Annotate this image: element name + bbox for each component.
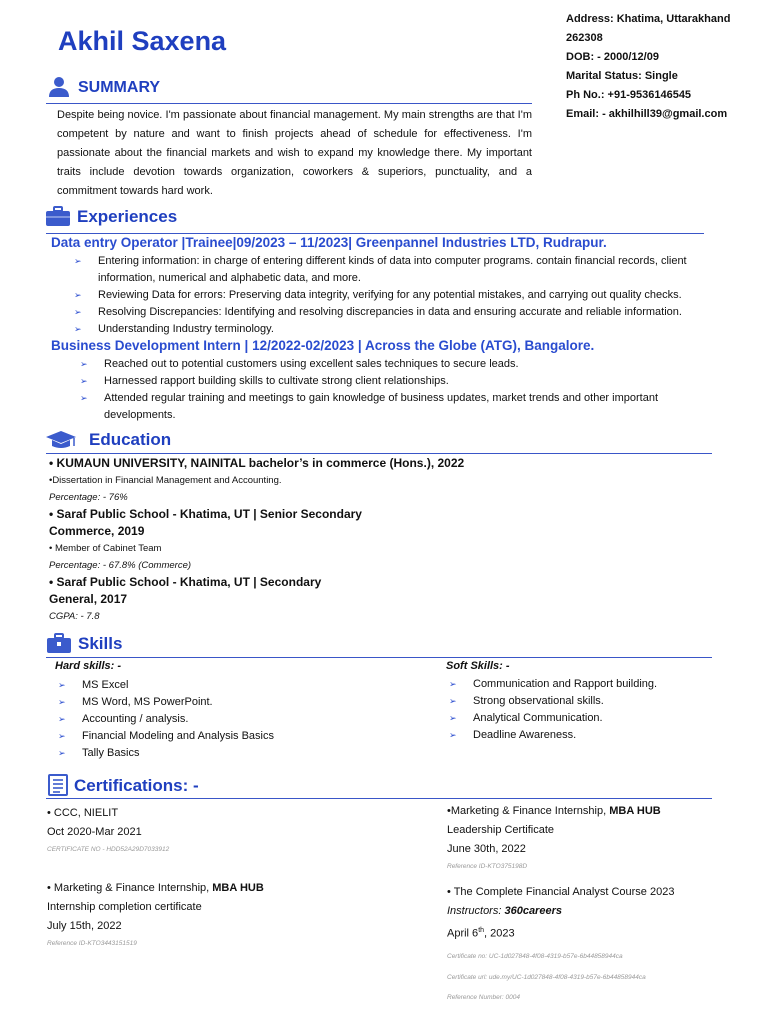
certification-internship-completion [47, 879, 264, 952]
contact-dob: DOB: - 2000/12/09 [566, 51, 659, 63]
certification-type: Internship completion certificate [47, 901, 202, 913]
certification-ccc [47, 804, 169, 858]
certificate-icon [48, 774, 68, 796]
certification-name: • Marketing & Finance Internship, [47, 882, 213, 894]
contact-address: Address: Khatima, Uttarakhand [566, 13, 731, 25]
list-item: ➢ Analytical Communication. [449, 710, 749, 727]
education-entry-1 [49, 455, 489, 506]
education-main: • Saraf Public School - Khatima, UT | Senior Secondary Commerce, 2019 [49, 507, 362, 538]
reference-id: Reference ID-KTO3443151519 [47, 940, 137, 947]
education-heading [45, 428, 171, 450]
date-day: April 6 [447, 927, 479, 940]
certification-period: Oct 2020-Mar 2021 [47, 826, 142, 838]
education-detail: •Dissertation in Financial Management and Accounting. [49, 475, 282, 486]
list-item: ➢ Strong observational skills. [449, 693, 749, 710]
certification-name: • CCC, NIELIT [47, 807, 119, 819]
candidate-name: Akhil Saxena [58, 26, 227, 56]
experiences-heading [45, 205, 177, 227]
certification-type: Leadership Certificate [447, 824, 555, 836]
summary-title: SUMMARY [78, 79, 161, 96]
contact-phone: Ph No.: +91-9536146545 [566, 89, 692, 101]
certification-date: July 15th, 2022 [47, 920, 122, 932]
education-divider [46, 453, 712, 454]
certificate-url: Certificate url: ude.my/UC-1d027848-4f08-4319-b57e-6b44858944ca [447, 973, 646, 981]
experiences-divider [46, 233, 704, 234]
toolbox-icon [46, 632, 72, 654]
soft-skills-list [449, 676, 749, 744]
list-item: ➢ Attended regular training and meetings to gain knowledge of business updates, market trends and other important developments. [80, 390, 718, 424]
certification-date [447, 921, 674, 944]
education-detail: • Member of Cabinet Team [49, 543, 162, 554]
certification-name: •Marketing & Finance Internship, [447, 805, 610, 817]
certifications-divider [46, 798, 712, 799]
briefcase-icon [45, 205, 71, 227]
certifications-title: Certifications: - [74, 776, 199, 795]
education-main: • Saraf Public School - Khatima, UT | Secondary General, 2017 [49, 575, 322, 606]
job-1-bullets [74, 253, 718, 338]
list-item: ➢ Harnessed rapport building skills to cultivate strong client relationships. [80, 373, 718, 390]
summary-text: Despite being novice. I'm passionate about financial management. My main strengths are that I'm competent by nature and want to finish projects ahead of schedule for effectiveness. I'm passionate about the financial markets and wish to expand my knowledge there. My important traits include devotion towards organization, coworkers & superiors, punctuality, and a commitment towards hard work. [57, 109, 532, 197]
list-item: ➢ Deadline Awareness. [449, 727, 749, 744]
person-icon [46, 76, 72, 98]
education-score: Percentage: - 67.8% (Commerce) [49, 560, 192, 571]
contact-marital-status: Marital Status: Single [566, 70, 678, 82]
education-entry-2 [49, 506, 379, 574]
contact-email: Email: - akhilhill39@gmail.com [566, 108, 728, 120]
skills-heading [46, 632, 122, 654]
instructor-name: 360careers [504, 905, 562, 917]
job-2-bullets [80, 356, 718, 424]
summary-divider [46, 103, 532, 104]
summary-heading [46, 76, 160, 98]
certificate-number: CERTIFICATE NO - HDD52A29D7033912 [47, 846, 170, 853]
skills-title: Skills [78, 634, 123, 653]
soft-skills-label: Soft Skills: - [446, 660, 510, 672]
list-item: ➢ Communication and Rapport building. [449, 676, 749, 693]
list-item: ➢ Tally Basics [58, 745, 378, 762]
skills-divider [46, 657, 712, 658]
education-main: • KUMAUN UNIVERSITY, NAINITAL bachelor’s in commerce (Hons.), 2022 [49, 456, 465, 470]
list-item: ➢ Entering information: in charge of entering different kinds of data into computer programs. contain financial records, client information, numerical and alphabetic data, and more. [74, 253, 718, 287]
date-ordinal: th [478, 927, 485, 934]
certifications-heading [48, 774, 199, 796]
list-item: ➢ Reviewing Data for errors: Preserving data integrity, verifying for any potential mistakes, and carrying out quality checks. [74, 287, 718, 304]
list-item: ➢ MS Excel [58, 677, 378, 694]
date-year: , 2023 [484, 927, 515, 940]
reference-number: Reference Number: 0004 [447, 993, 520, 1001]
list-item: ➢ Understanding Industry terminology. [74, 321, 718, 338]
education-score: Percentage: - 76% [49, 492, 128, 503]
graduation-cap-icon [45, 428, 77, 450]
instructor-label: Instructors: [447, 905, 505, 917]
contact-block [566, 10, 730, 124]
certification-issuer: MBA HUB [609, 805, 661, 817]
education-score: CGPA: - 7.8 [49, 611, 100, 622]
job-title-1: Data entry Operator |Trainee|09/2023 – 11/2023| Greenpannel Industries LTD, Rudrapur. [51, 235, 607, 250]
education-entry-3 [49, 574, 329, 625]
hard-skills-list [58, 677, 378, 762]
list-item: ➢ Financial Modeling and Analysis Basics [58, 728, 378, 745]
certification-name: • The Complete Financial Analyst Course 2023 [447, 886, 675, 898]
list-item: ➢ Accounting / analysis. [58, 711, 378, 728]
certification-financial-analyst [447, 883, 674, 1009]
list-item: ➢ MS Word, MS PowerPoint. [58, 694, 378, 711]
certificate-number: Certificate no: UC-1d027848-4f08-4319-b57e-6b44858944ca [447, 952, 623, 960]
contact-pincode: 262308 [566, 32, 603, 44]
list-item: ➢ Reached out to potential customers using excellent sales techniques to secure leads. [80, 356, 718, 373]
reference-id: Reference ID-KTO375198D [447, 863, 528, 870]
list-item: ➢ Resolving Discrepancies: Identifying and resolving discrepancies in data and ensuring accurate and reliable information. [74, 304, 718, 321]
hard-skills-label: Hard skills: - [55, 660, 122, 672]
certification-date: June 30th, 2022 [447, 843, 526, 855]
education-title: Education [89, 430, 172, 449]
certification-leadership [447, 802, 661, 875]
experiences-title: Experiences [77, 207, 178, 226]
job-title-2: Business Development Intern | 12/2022-02/2023 | Across the Globe (ATG), Bangalore. [51, 338, 595, 353]
certification-issuer: MBA HUB [212, 882, 264, 894]
